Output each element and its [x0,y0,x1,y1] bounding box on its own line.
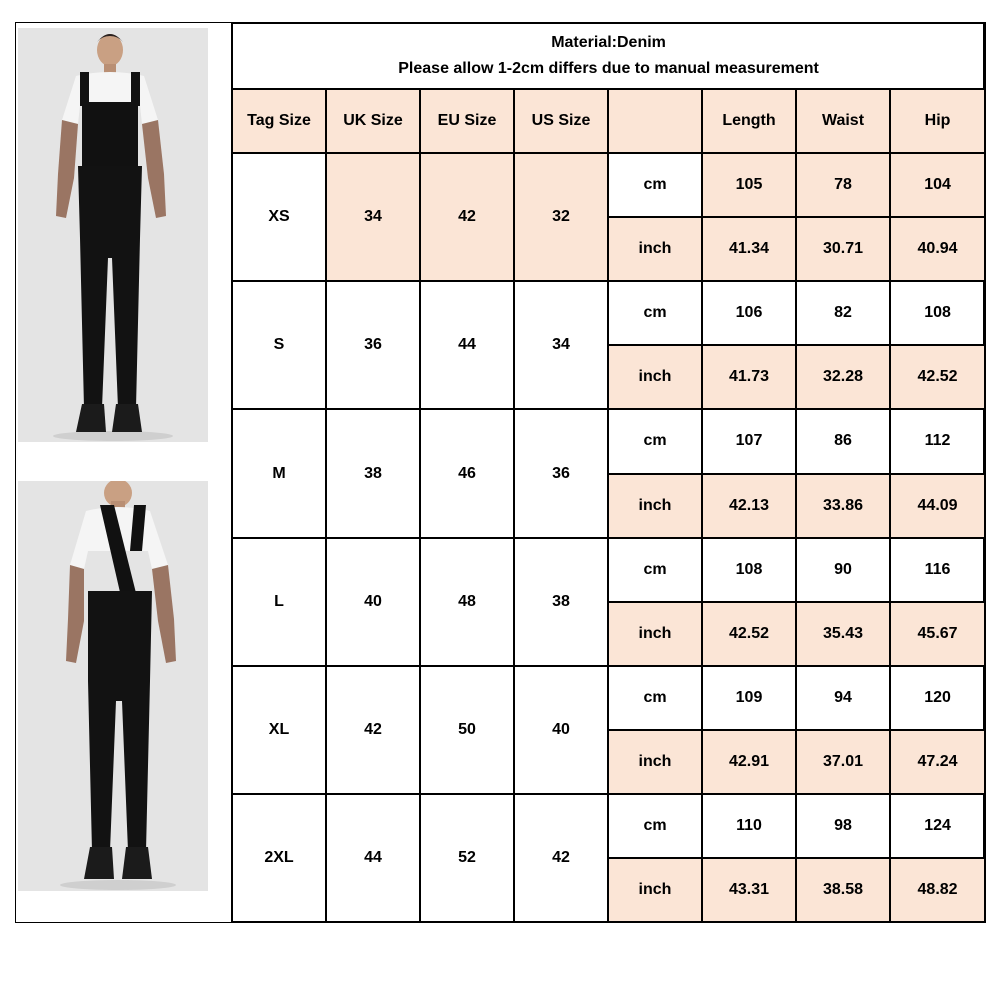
col-waist: Waist [796,89,890,153]
model-back-illustration [18,481,208,891]
column-header-row [232,89,985,153]
col-uk-size: UK Size [326,89,420,153]
waist-cell-inch: 33.86 [796,474,890,538]
col-eu-size: EU Size [420,89,514,153]
us-size-cell: 40 [514,666,608,794]
length-cell-cm: 109 [702,666,796,730]
material-text: Material:Denim [551,34,666,52]
unit-cell-inch: inch [608,858,702,922]
uk-size-cell: 40 [326,538,420,666]
length-cell-inch: 42.91 [702,730,796,794]
hip-cell-inch: 48.82 [890,858,985,922]
length-cell-inch: 41.73 [702,345,796,409]
tag-size-cell: 2XL [232,794,326,922]
unit-cell-cm: cm [608,666,702,730]
size-row-cm [232,794,985,858]
unit-cell-inch: inch [608,345,702,409]
eu-size-cell: 42 [420,153,514,281]
waist-cell-cm: 86 [796,409,890,473]
header-row [232,23,985,89]
unit-cell-inch: inch [608,602,702,666]
hip-cell-cm: 116 [890,538,985,602]
size-chart-table [231,22,986,923]
length-cell-cm: 110 [702,794,796,858]
hip-cell-cm: 120 [890,666,985,730]
waist-cell-inch: 32.28 [796,345,890,409]
unit-cell-inch: inch [608,217,702,281]
model-front-illustration [18,28,208,442]
unit-cell-inch: inch [608,474,702,538]
waist-cell-inch: 30.71 [796,217,890,281]
waist-cell-inch: 37.01 [796,730,890,794]
length-cell-inch: 41.34 [702,217,796,281]
eu-size-cell: 48 [420,538,514,666]
length-cell-inch: 42.52 [702,602,796,666]
uk-size-cell: 42 [326,666,420,794]
hip-cell-inch: 45.67 [890,602,985,666]
waist-cell-cm: 98 [796,794,890,858]
length-cell-cm: 105 [702,153,796,217]
hip-cell-cm: 124 [890,794,985,858]
size-row-cm [232,153,985,217]
us-size-cell: 38 [514,538,608,666]
col-us-size: US Size [514,89,608,153]
unit-cell-cm: cm [608,538,702,602]
col-tag-size: Tag Size [232,89,326,153]
tag-size-cell: S [232,281,326,409]
hip-cell-inch: 42.52 [890,345,985,409]
size-row-cm [232,666,985,730]
tag-size-cell: XL [232,666,326,794]
hip-cell-cm: 104 [890,153,985,217]
waist-cell-inch: 38.58 [796,858,890,922]
size-row-cm [232,538,985,602]
us-size-cell: 36 [514,409,608,537]
length-cell-inch: 42.13 [702,474,796,538]
uk-size-cell: 36 [326,281,420,409]
us-size-cell: 42 [514,794,608,922]
eu-size-cell: 46 [420,409,514,537]
waist-cell-inch: 35.43 [796,602,890,666]
col-length: Length [702,89,796,153]
uk-size-cell: 38 [326,409,420,537]
waist-cell-cm: 78 [796,153,890,217]
eu-size-cell: 44 [420,281,514,409]
unit-cell-cm: cm [608,794,702,858]
unit-cell-inch: inch [608,730,702,794]
waist-cell-cm: 94 [796,666,890,730]
product-photos [15,22,232,923]
length-cell-cm: 107 [702,409,796,473]
hip-cell-cm: 108 [890,281,985,345]
tag-size-cell: L [232,538,326,666]
uk-size-cell: 34 [326,153,420,281]
us-size-cell: 32 [514,153,608,281]
hip-cell-inch: 47.24 [890,730,985,794]
measurement-note: Please allow 1-2cm differs due to manual measurement [398,60,819,78]
model-front-photo [18,28,208,442]
unit-cell-cm: cm [608,409,702,473]
waist-cell-cm: 90 [796,538,890,602]
col-unit [608,89,702,153]
hip-cell-cm: 112 [890,409,985,473]
col-hip: Hip [890,89,985,153]
hip-cell-inch: 40.94 [890,217,985,281]
size-row-cm [232,281,985,345]
uk-size-cell: 44 [326,794,420,922]
hip-cell-inch: 44.09 [890,474,985,538]
header-cell [232,23,985,89]
length-cell-cm: 106 [702,281,796,345]
tag-size-cell: XS [232,153,326,281]
size-row-cm [232,409,985,473]
us-size-cell: 34 [514,281,608,409]
length-cell-inch: 43.31 [702,858,796,922]
model-back-photo [18,481,208,891]
eu-size-cell: 52 [420,794,514,922]
unit-cell-cm: cm [608,281,702,345]
tag-size-cell: M [232,409,326,537]
eu-size-cell: 50 [420,666,514,794]
waist-cell-cm: 82 [796,281,890,345]
length-cell-cm: 108 [702,538,796,602]
unit-cell-cm: cm [608,153,702,217]
